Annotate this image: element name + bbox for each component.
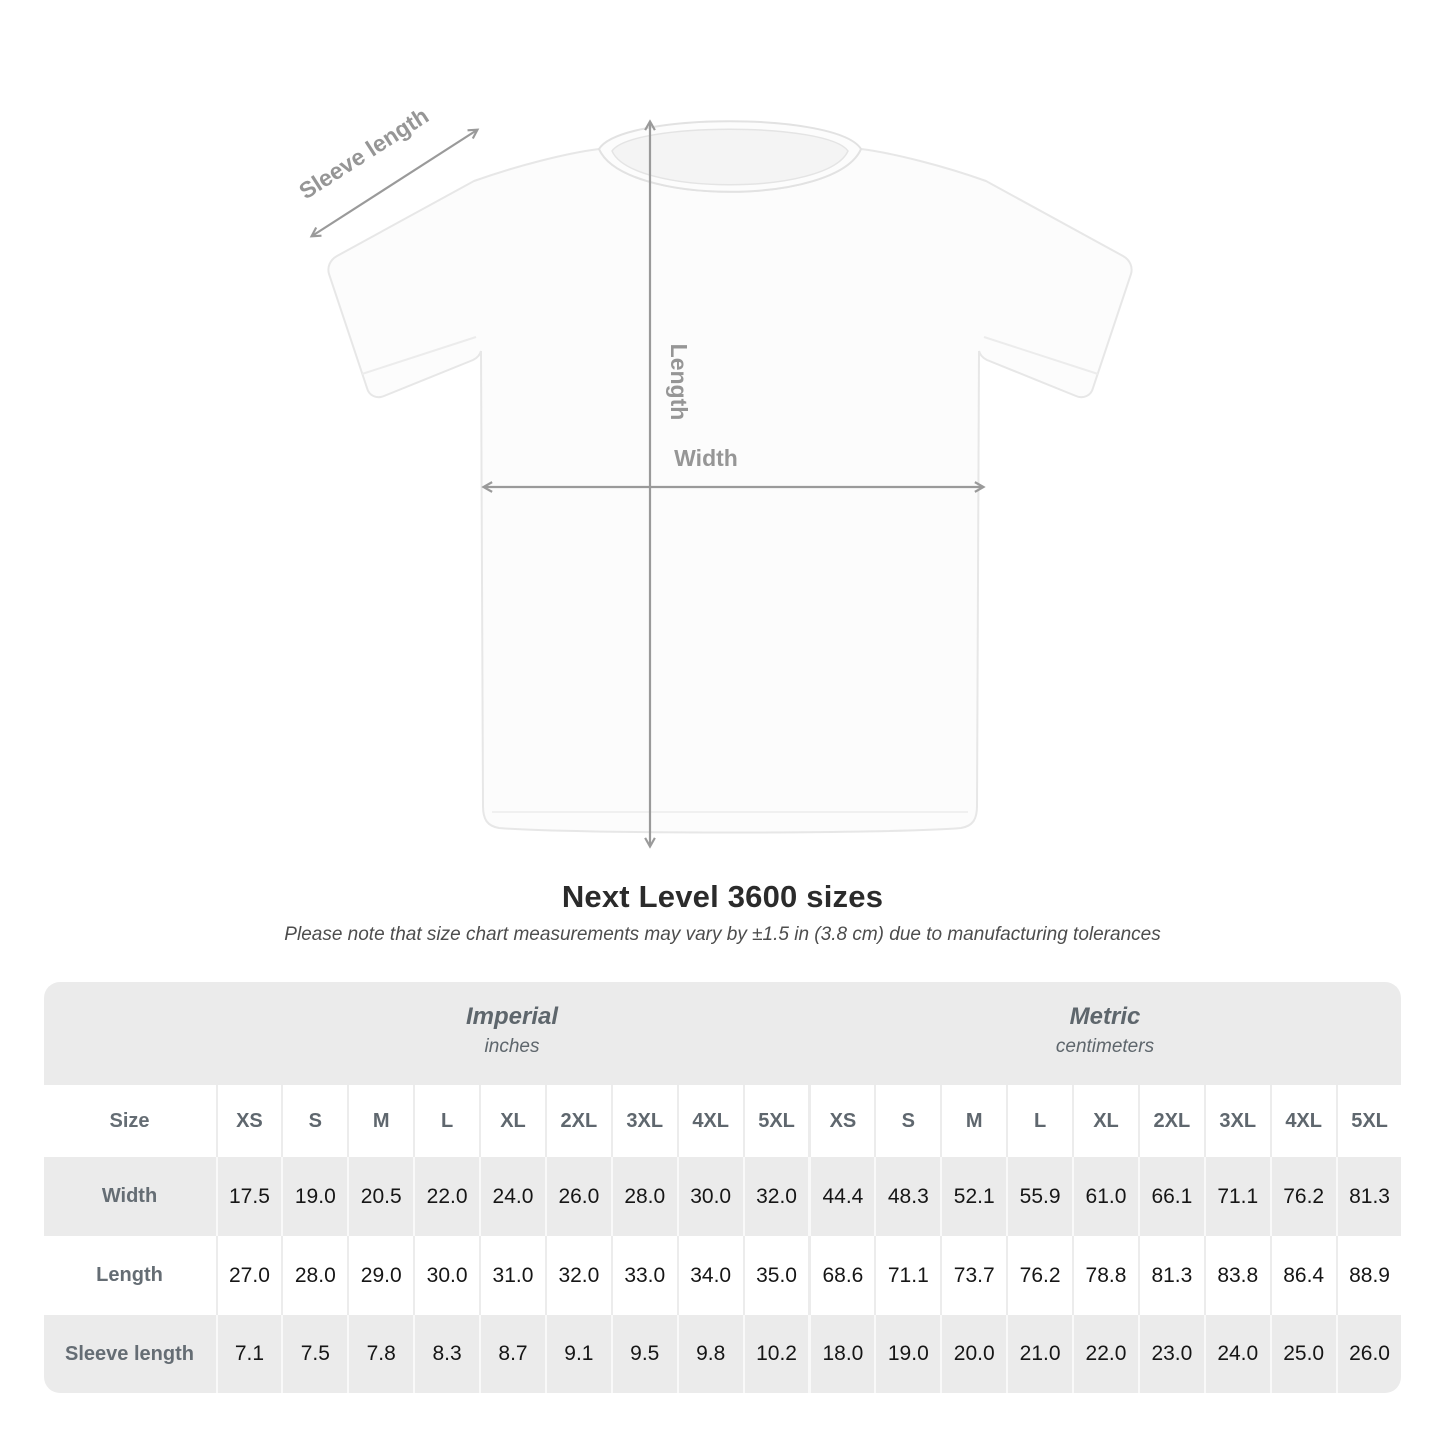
value-cell: 34.0 <box>677 1236 743 1315</box>
size-header-cell: L <box>1006 1085 1072 1157</box>
value-cell: 8.3 <box>413 1315 479 1393</box>
value-cell: 88.9 <box>1336 1236 1402 1315</box>
metric-unit: centimeters <box>1055 1036 1155 1057</box>
value-cell: 48.3 <box>874 1157 940 1236</box>
value-cell: 66.1 <box>1138 1157 1204 1236</box>
value-cell: 9.5 <box>611 1315 677 1393</box>
value-cell: 33.0 <box>611 1236 677 1315</box>
value-cell: 28.0 <box>281 1236 347 1315</box>
value-cell: 61.0 <box>1072 1157 1138 1236</box>
length-row-label: Length <box>44 1236 216 1315</box>
sleeve-length-label: Sleeve length <box>294 102 434 205</box>
size-header-cell: XL <box>479 1085 545 1157</box>
tolerance-note: Please note that size chart measurements may vary by ±1.5 in (3.8 cm) due to manufacturing tolerances <box>284 924 1161 945</box>
value-cell: 71.1 <box>874 1236 940 1315</box>
value-cell: 27.0 <box>216 1236 282 1315</box>
value-cell: 23.0 <box>1138 1315 1204 1393</box>
value-cell: 24.0 <box>1204 1315 1270 1393</box>
size-header-cell: M <box>347 1085 413 1157</box>
value-cell: 55.9 <box>1006 1157 1072 1236</box>
value-cell: 30.0 <box>677 1157 743 1236</box>
value-cell: 28.0 <box>611 1157 677 1236</box>
size-header-cell: XL <box>1072 1085 1138 1157</box>
value-cell: 86.4 <box>1270 1236 1336 1315</box>
value-cell: 78.8 <box>1072 1236 1138 1315</box>
value-cell: 83.8 <box>1204 1236 1270 1315</box>
value-cell: 9.1 <box>545 1315 611 1393</box>
value-cell: 22.0 <box>413 1157 479 1236</box>
value-cell: 81.3 <box>1336 1157 1402 1236</box>
size-header-cell: L <box>413 1085 479 1157</box>
size-header-cell: 4XL <box>1270 1085 1336 1157</box>
title-block <box>0 879 1445 946</box>
value-cell: 7.5 <box>281 1315 347 1393</box>
value-cell: 21.0 <box>1006 1315 1072 1393</box>
value-cell: 18.0 <box>808 1315 874 1393</box>
value-cell: 19.0 <box>281 1157 347 1236</box>
value-cell: 35.0 <box>743 1236 809 1315</box>
value-cell: 32.0 <box>545 1236 611 1315</box>
sleeve-row-label: Sleeve length <box>44 1315 216 1393</box>
imperial-header <box>216 982 809 1085</box>
size-row-label: Size <box>44 1085 216 1157</box>
value-cell: 7.8 <box>347 1315 413 1393</box>
size-header-cell: XS <box>216 1085 282 1157</box>
size-header-cell: S <box>281 1085 347 1157</box>
size-header-cell: 5XL <box>1336 1085 1402 1157</box>
size-header-cell: 3XL <box>1204 1085 1270 1157</box>
size-header-cell: M <box>940 1085 1006 1157</box>
value-cell: 26.0 <box>1336 1315 1402 1393</box>
size-header-cell: XS <box>808 1085 874 1157</box>
value-cell: 22.0 <box>1072 1315 1138 1393</box>
value-cell: 30.0 <box>413 1236 479 1315</box>
size-table <box>44 982 1402 1393</box>
imperial-unit: inches <box>484 1036 540 1057</box>
value-cell: 44.4 <box>808 1157 874 1236</box>
size-header-cell: 2XL <box>545 1085 611 1157</box>
value-cell: 71.1 <box>1204 1157 1270 1236</box>
size-header-cell: 3XL <box>611 1085 677 1157</box>
size-header-cell: 4XL <box>677 1085 743 1157</box>
size-header-cell: 5XL <box>743 1085 809 1157</box>
value-cell: 76.2 <box>1006 1236 1072 1315</box>
value-cell: 29.0 <box>347 1236 413 1315</box>
value-cell: 26.0 <box>545 1157 611 1236</box>
value-cell: 20.0 <box>940 1315 1006 1393</box>
size-header-cell: S <box>874 1085 940 1157</box>
value-cell: 17.5 <box>216 1157 282 1236</box>
value-cell: 31.0 <box>479 1236 545 1315</box>
metric-header <box>808 982 1401 1085</box>
width-row-label: Width <box>44 1157 216 1236</box>
page-title: Next Level 3600 sizes <box>561 879 884 914</box>
value-cell: 7.1 <box>216 1315 282 1393</box>
value-cell: 8.7 <box>479 1315 545 1393</box>
value-cell: 24.0 <box>479 1157 545 1236</box>
value-cell: 10.2 <box>743 1315 809 1393</box>
value-cell: 73.7 <box>940 1236 1006 1315</box>
tshirt-silhouette <box>328 121 1131 832</box>
value-cell: 68.6 <box>808 1236 874 1315</box>
value-cell: 76.2 <box>1270 1157 1336 1236</box>
value-cell: 25.0 <box>1270 1315 1336 1393</box>
value-cell: 32.0 <box>743 1157 809 1236</box>
size-header-cell: 2XL <box>1138 1085 1204 1157</box>
value-cell: 9.8 <box>677 1315 743 1393</box>
length-label: Length <box>666 343 692 421</box>
value-cell: 19.0 <box>874 1315 940 1393</box>
width-label: Width <box>674 445 738 471</box>
value-cell: 81.3 <box>1138 1236 1204 1315</box>
imperial-name: Imperial <box>465 1003 559 1030</box>
value-cell: 52.1 <box>940 1157 1006 1236</box>
metric-name: Metric <box>1069 1003 1141 1030</box>
value-cell: 20.5 <box>347 1157 413 1236</box>
